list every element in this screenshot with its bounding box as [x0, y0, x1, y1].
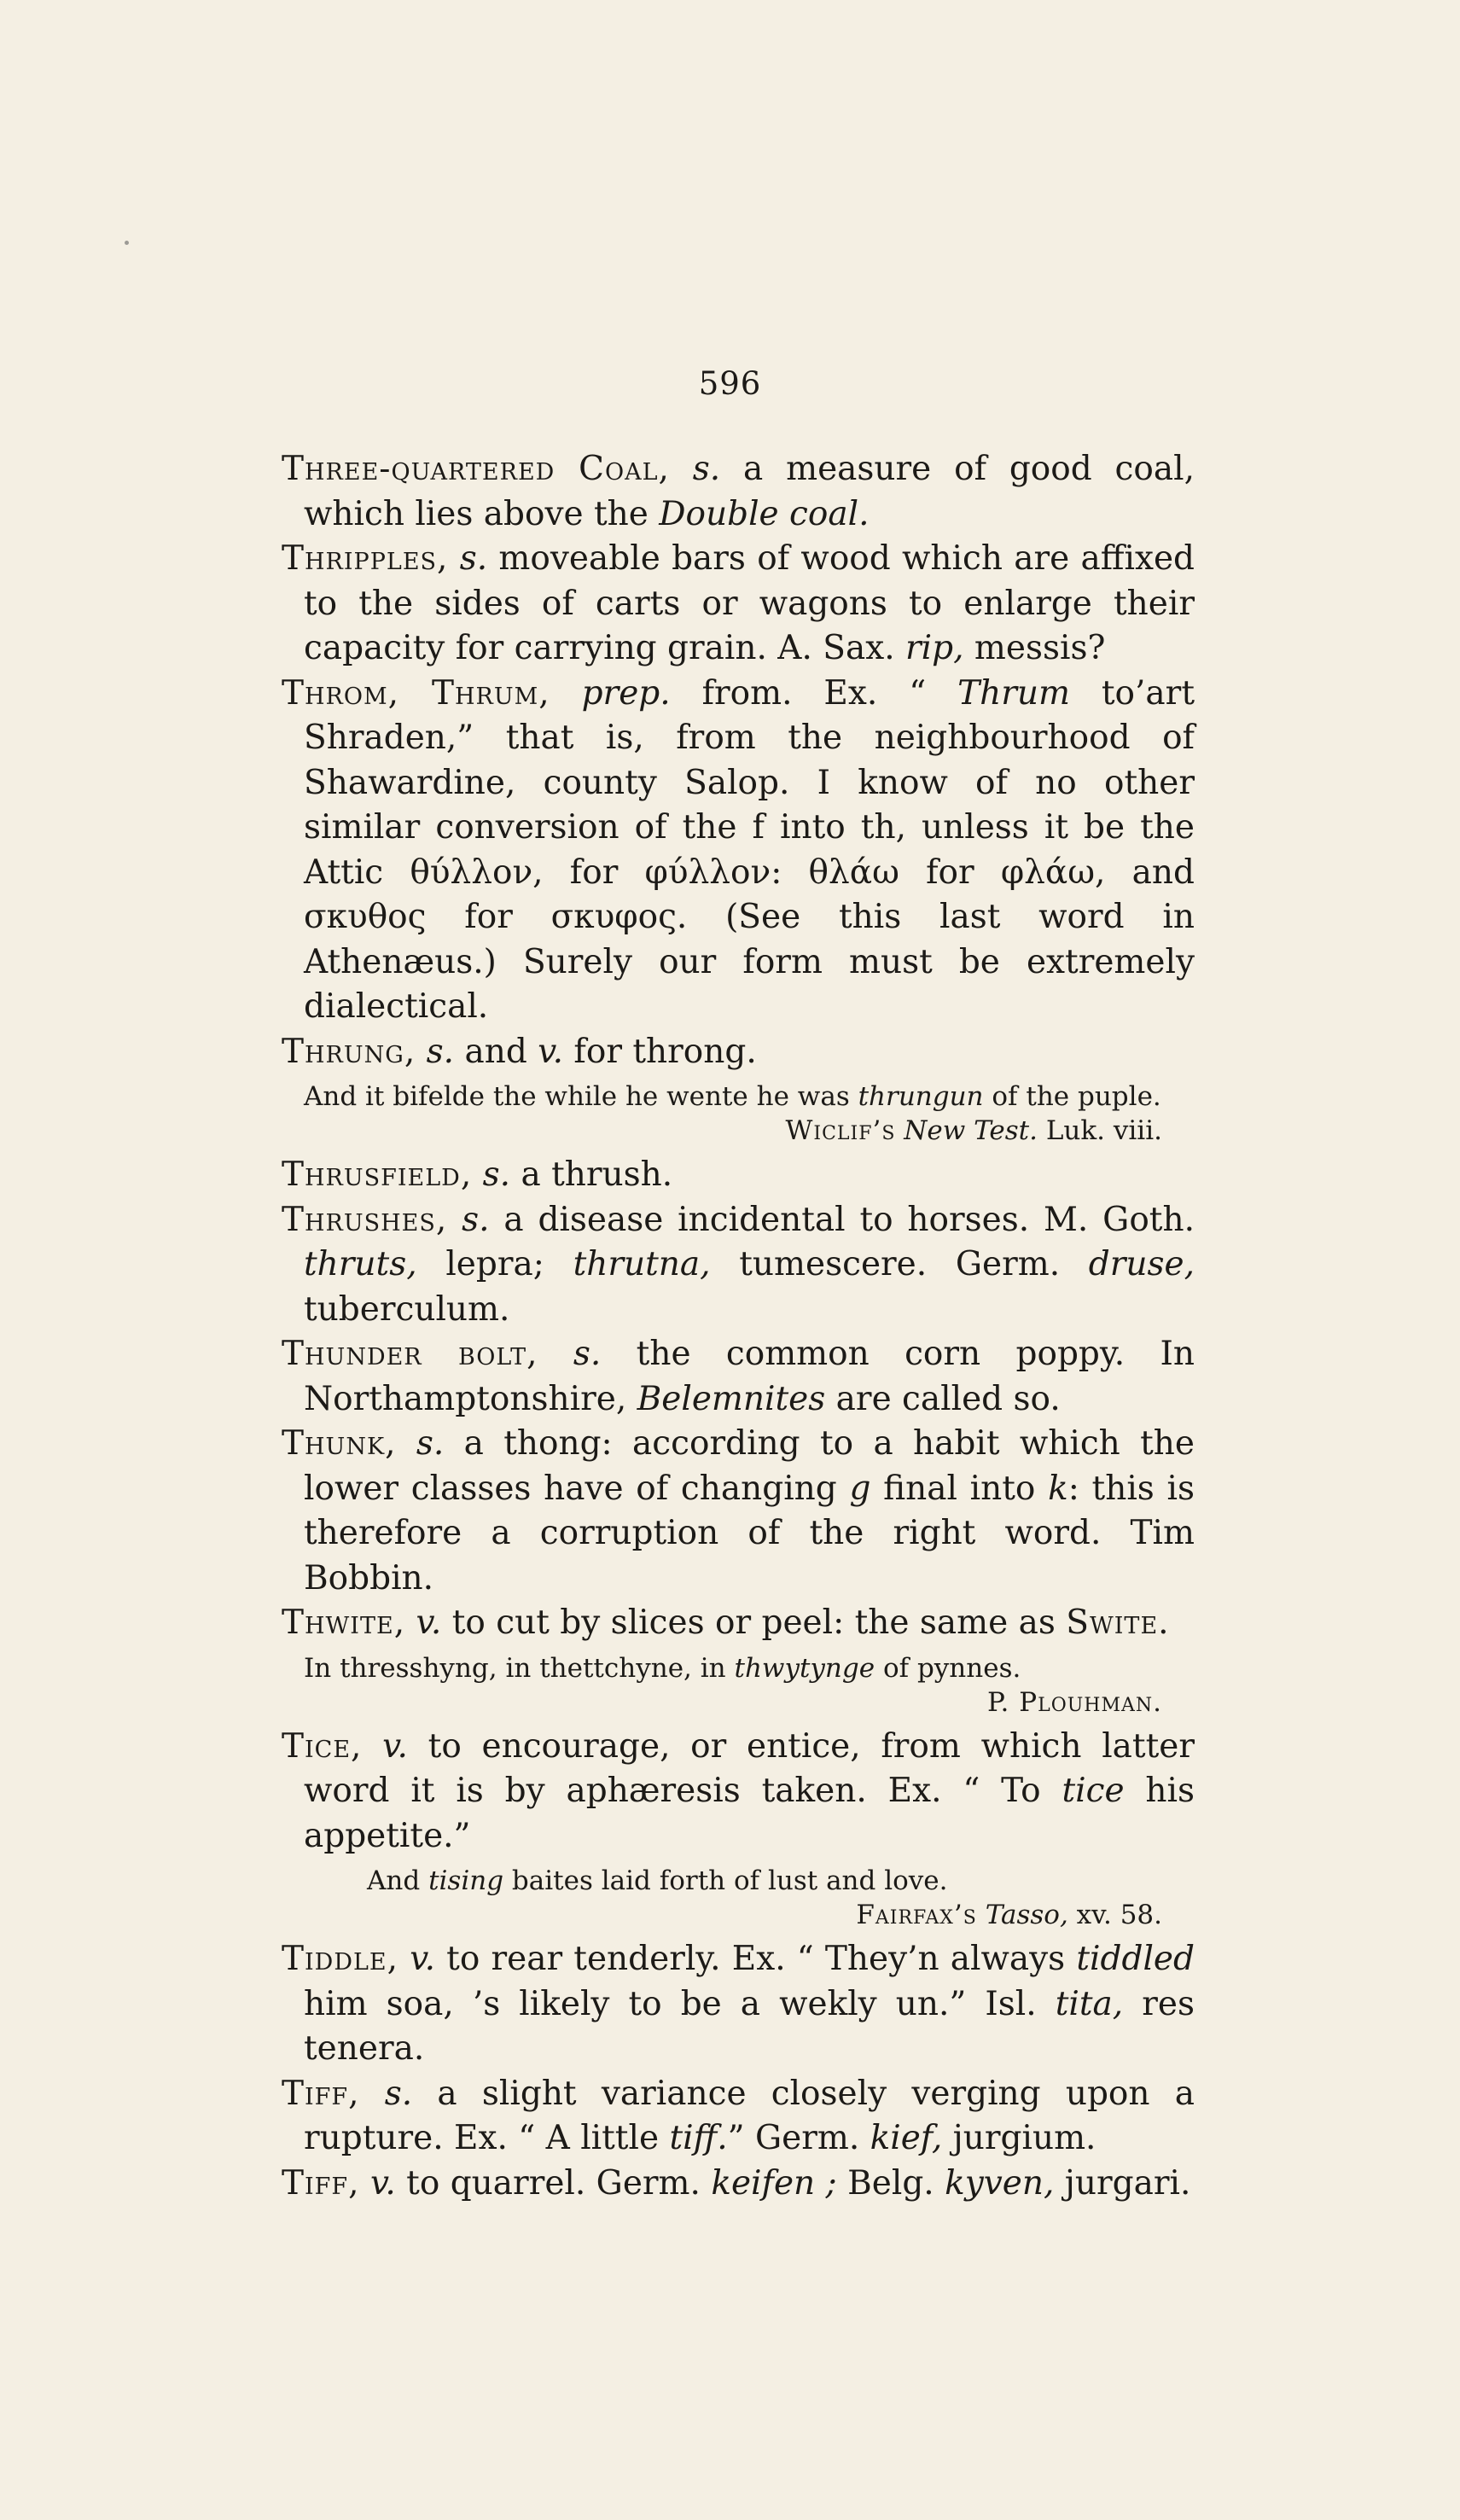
headword: Tiff,	[282, 2163, 360, 2203]
part-of-speech: s.	[573, 1335, 602, 1373]
definition-continued-2: : this is therefore a corruption of the right word. Tim Bobbin.	[304, 1469, 1195, 1598]
glossary-column	[282, 447, 1195, 2206]
definition: a slight variance closely verging upon a rupture. Ex. “ A little	[304, 2074, 1195, 2157]
definition-continued: to’art Shraden,” that is, from the neighbourhood of Shawardine, county Salop. I know of no other similar conversion of the f into th, unless it be the Attic θύλλον, for φύλλον: θλάω for φλάω, and σκυθος for σκυφος. (See this last word in Athenæus.) Surely our form must be extremely dialectical.	[304, 673, 1195, 1026]
entry-three-quartered-coal	[282, 447, 1195, 537]
source-title: Tasso,	[985, 1900, 1068, 1930]
definition: a measure of good coal, which lies above the	[304, 450, 1195, 533]
headword: Thwite,	[282, 1603, 406, 1642]
cross-reference: Swite.	[1066, 1603, 1170, 1642]
part-of-speech: v.	[410, 1940, 435, 1978]
headword: Thrushes,	[282, 1200, 448, 1239]
headword: Tiff,	[282, 2074, 360, 2113]
definition-continued: him soa, ’s likely to be a wekly un.” Isl.	[304, 1984, 1056, 2023]
definition: and	[454, 1032, 538, 1071]
part-of-speech: s.	[416, 1424, 445, 1463]
headword: Thrung,	[282, 1032, 416, 1071]
italic-term-2: k	[1048, 1469, 1068, 1508]
headword: Tice,	[282, 1726, 363, 1766]
italic-term: tiff.	[669, 2119, 728, 2157]
quote-text-end: of pynnes.	[875, 1652, 1021, 1684]
italic-term-2: kyven,	[945, 2163, 1055, 2203]
italic-term-3: druse,	[1088, 1245, 1195, 1283]
definition: a disease incidental to horses. M. Goth.	[489, 1200, 1195, 1239]
quotation-tice	[282, 1864, 1195, 1932]
entry-thwite	[282, 1601, 1195, 1646]
source-author: P. Plouhman.	[986, 1686, 1162, 1718]
quotation-text	[282, 1651, 1195, 1685]
quote-italic: thrungun	[858, 1081, 984, 1112]
italic-term: Belemnites	[637, 1379, 826, 1418]
italic-term: tice	[1062, 1772, 1125, 1810]
entry-throm	[282, 672, 1195, 1030]
italic-term-2: thrutna,	[573, 1245, 711, 1283]
italic-term: Double coal.	[659, 494, 870, 533]
entry-tiddle	[282, 1937, 1195, 2072]
definition: to quarrel. Germ.	[395, 2163, 712, 2203]
italic-term: v.	[538, 1032, 564, 1071]
entry-thrung	[282, 1030, 1195, 1075]
entry-tiff-noun	[282, 2072, 1195, 2162]
definition-continued: his appetite.”	[304, 1772, 1195, 1855]
headword: Thunder bolt,	[282, 1335, 538, 1373]
source-author: Fairfax’s	[856, 1900, 977, 1930]
quote-text: And	[367, 1865, 429, 1896]
part-of-speech: s.	[426, 1032, 455, 1071]
quotation-text	[282, 1864, 1195, 1898]
quotation-source	[282, 1114, 1195, 1148]
italic-term-2: tita,	[1055, 1984, 1124, 2023]
headword: Thunk,	[282, 1424, 397, 1463]
entry-thrusfield	[282, 1153, 1195, 1198]
definition: a thong: according to a habit which the lower classes have of changing	[304, 1424, 1195, 1508]
entry-tice	[282, 1725, 1195, 1859]
italic-term: keifen ;	[711, 2163, 837, 2203]
quote-italic: tising	[428, 1865, 504, 1896]
italic-term: g	[849, 1469, 871, 1508]
definition-continued-2: tumescere. Germ.	[710, 1245, 1089, 1283]
entry-thunder-bolt	[282, 1332, 1195, 1422]
headword: Thrusfield,	[282, 1155, 473, 1194]
italic-term: tiddled	[1076, 1940, 1195, 1978]
page-number: 596	[698, 365, 762, 402]
part-of-speech: s.	[692, 450, 721, 488]
italic-term: Thrum	[957, 673, 1070, 713]
definition: a thrush.	[510, 1155, 673, 1194]
part-of-speech: s.	[482, 1155, 511, 1194]
part-of-speech: v.	[416, 1603, 442, 1642]
quotation-thwite	[282, 1651, 1195, 1720]
definition-continued-2: res tenera.	[304, 1984, 1195, 2068]
part-of-speech: prep.	[581, 673, 671, 713]
headword: Tiddle,	[282, 1940, 399, 1978]
quotation-source	[282, 1685, 1195, 1720]
part-of-speech: s.	[459, 539, 488, 578]
quotation-source	[282, 1898, 1195, 1932]
definition-continued: ” Germ.	[727, 2119, 870, 2157]
definition-continued-2: jurgari.	[1054, 2163, 1191, 2203]
headword: Thripples,	[282, 539, 449, 578]
quote-text-end: baites laid forth of lust and love.	[503, 1865, 948, 1896]
definition-continued: lepra;	[416, 1245, 573, 1283]
headword: Three-quartered Coal,	[282, 450, 670, 488]
definition: to encourage, or entice, from which latter word it is by aphæresis taken. Ex. “ To	[304, 1726, 1195, 1810]
part-of-speech: s.	[462, 1200, 490, 1239]
entry-tiff-verb	[282, 2162, 1195, 2207]
entry-thunk	[282, 1422, 1195, 1601]
definition-continued-3: tuberculum.	[304, 1289, 510, 1329]
italic-term: rip,	[905, 629, 964, 667]
paper-speck	[125, 241, 129, 245]
definition-continued: are called so.	[825, 1379, 1061, 1418]
quotation-thrung	[282, 1080, 1195, 1148]
headword: Throm, Thrum,	[282, 673, 550, 713]
part-of-speech: s.	[384, 2074, 413, 2113]
definition-continued: Belg.	[836, 2163, 945, 2203]
source-reference: xv. 58.	[1067, 1900, 1162, 1930]
quote-text: And it bifelde the while he wente he was	[304, 1081, 858, 1112]
quote-text: In thresshyng, in thettchyne, in	[304, 1652, 735, 1684]
italic-term: thruts,	[304, 1245, 417, 1283]
definition: to rear tenderly. Ex. “ They’n always	[435, 1940, 1077, 1978]
part-of-speech: v.	[382, 1726, 408, 1766]
definition: the common corn poppy. In Northamptonshire,	[304, 1335, 1195, 1418]
definition: moveable bars of wood which are affixed to the sides of carts or wagons to enlarge their capacity for carrying grain. A. Sax.	[304, 539, 1195, 667]
definition-continued: final into	[870, 1469, 1049, 1508]
source-reference: Luk. viii.	[1037, 1115, 1162, 1146]
italic-term-2: kief,	[870, 2119, 943, 2157]
quotation-text	[282, 1080, 1195, 1114]
entry-thripples	[282, 537, 1195, 672]
definition: from. Ex. “	[670, 673, 958, 713]
definition-continued: messis?	[963, 629, 1106, 667]
source-author: Wiclif’s	[785, 1115, 896, 1146]
quote-text-end: of the puple.	[983, 1081, 1161, 1112]
quote-italic: thwytynge	[734, 1652, 875, 1684]
part-of-speech: v.	[369, 2163, 396, 2203]
definition-continued: for throng.	[563, 1032, 757, 1071]
definition-continued-2: jurgium.	[942, 2119, 1096, 2157]
source-title: New Test.	[904, 1115, 1038, 1146]
entry-thrushes	[282, 1198, 1195, 1333]
definition: to cut by slices or peel: the same as	[441, 1603, 1067, 1642]
